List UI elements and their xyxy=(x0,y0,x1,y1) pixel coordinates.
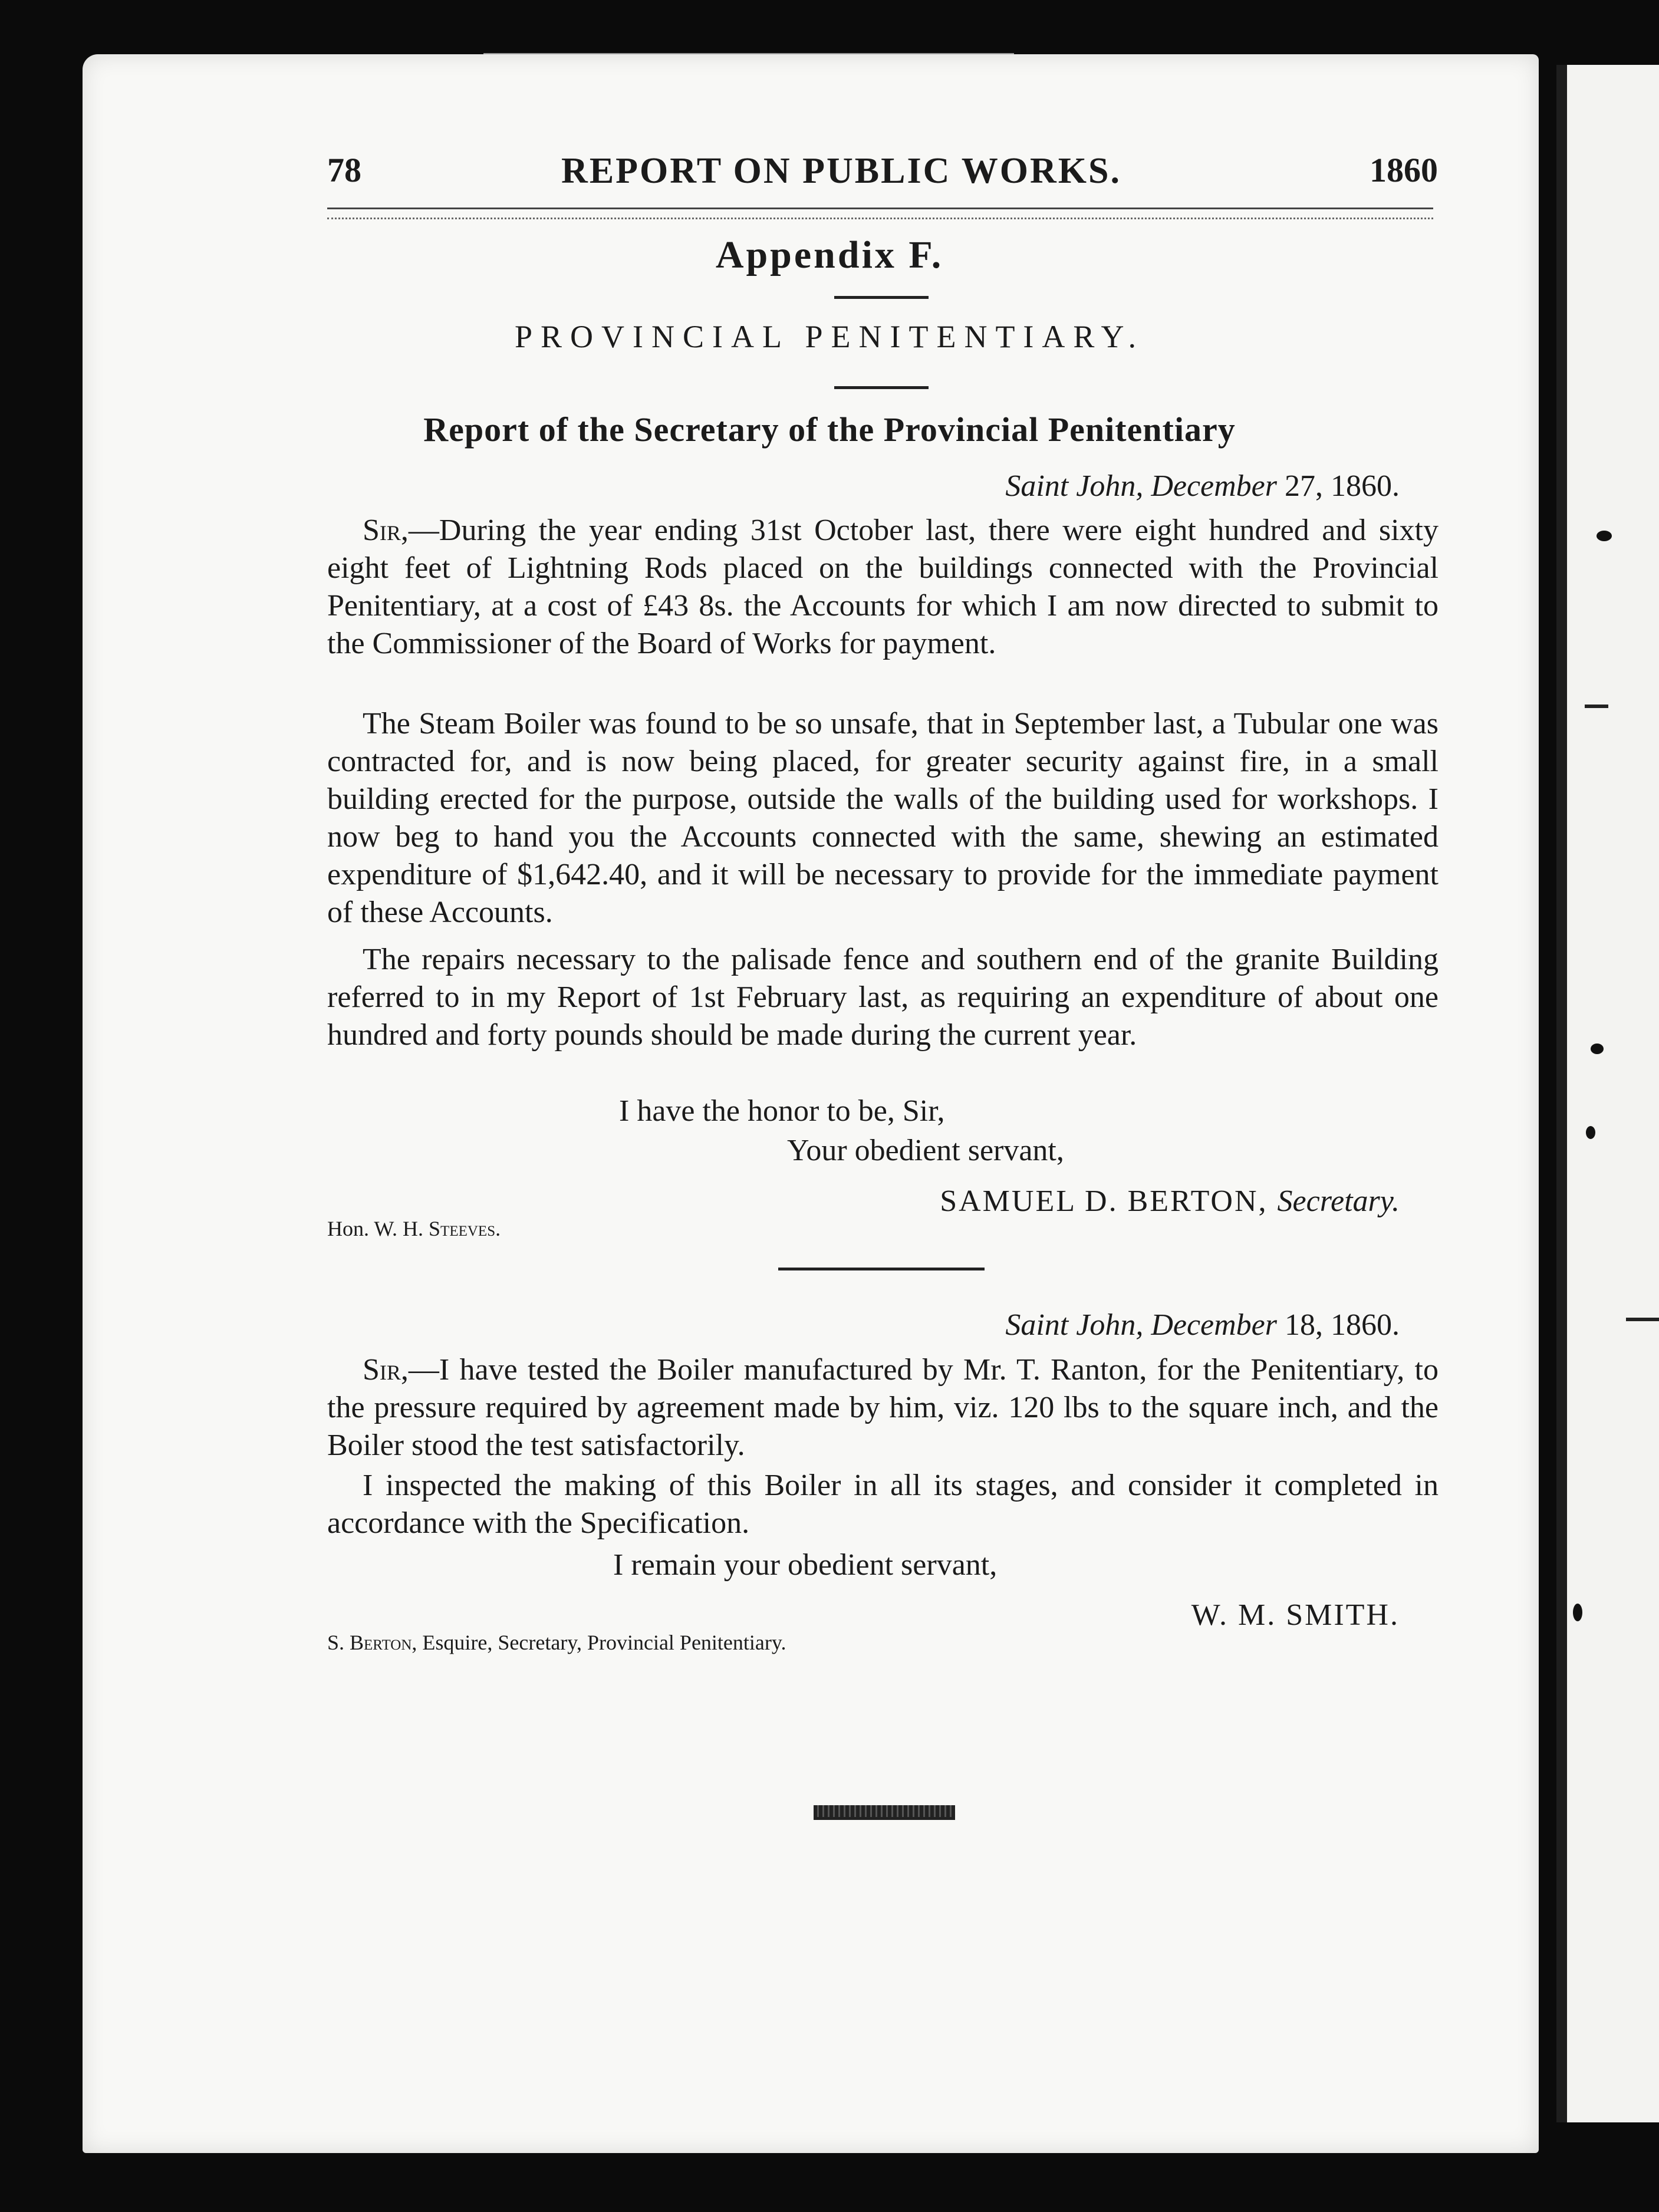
letter2-salutation: Sir, xyxy=(363,1353,409,1387)
separator-rule xyxy=(778,1268,985,1270)
letter1-paragraph-text: —During the year ending 31st October last, there were eight hundred and sixty eight feet of Lightning Rods placed on the buildings connected with the Provincial Penitentiary, at a cost of £43 8s. the Accounts for which I am now directed to submit to the Commissioner of the Board of Works for payment. xyxy=(327,514,1439,660)
letter1-addressee xyxy=(327,1216,501,1241)
ink-blot xyxy=(1586,1126,1595,1139)
letter1-paragraph: The repairs necessary to the palisade fence and southern end of the granite Building referred to in my Report of 1st February last, as requiring an expenditure of about one hundred and forty pounds should be made during the current year. xyxy=(327,943,1439,1052)
letter1-salutation: Sir, xyxy=(363,514,409,547)
section-title: PROVINCIAL PENITENTIARY. xyxy=(514,319,1144,354)
letter1-dateline-place: Saint John, December xyxy=(1005,469,1277,503)
page-number: 78 xyxy=(327,151,361,189)
letter1-paragraph: The Steam Boiler was found to be so unsafe, that in September last, a Tubular one was contracted for, and is now being placed, for greater security against fire, in a small building erected for the purpose, outside the walls of the building used for workshops. I now beg to hand you the Accounts connected with the same, shewing an estimated expenditure of $1,642.40, and it will be necessary to provide for the immediate payment of these Accounts. xyxy=(327,707,1439,929)
appendix-title: Appendix F. xyxy=(715,233,944,276)
letter2-paragraph: I inspected the making of this Boiler in all its stages, and consider it completed in accordance with the Specification. xyxy=(327,1469,1439,1540)
letter1-paragraph xyxy=(327,512,1439,663)
ornament-rule xyxy=(834,386,929,389)
header-rule xyxy=(327,208,1433,219)
ornament-rule xyxy=(834,296,929,299)
header-year: 1860 xyxy=(1370,151,1438,189)
letter1-addressee-prefix: Hon. W. H. xyxy=(327,1217,424,1240)
report-title: Report of the Secretary of the Provincial Penitentiary xyxy=(423,410,1236,449)
end-ornament-rule xyxy=(814,1805,955,1820)
letter2-addressee xyxy=(327,1630,786,1655)
letter1-dateline-date: 27, 1860. xyxy=(1285,469,1400,503)
letter2-signature: W. M. SMITH. xyxy=(1191,1598,1400,1632)
letter2-paragraph xyxy=(327,1351,1439,1464)
letter2-dateline-date: 18, 1860. xyxy=(1285,1308,1400,1342)
ink-dash xyxy=(1626,1318,1659,1321)
running-header xyxy=(245,150,1438,198)
letter2-closing-line: I remain your obedient servant, xyxy=(613,1548,998,1582)
adjacent-page-strip xyxy=(1556,65,1659,2122)
letter1-closing-line2: Your obedient servant, xyxy=(787,1134,1064,1167)
letter1-signature xyxy=(940,1184,1400,1219)
letter2-dateline-place: Saint John, December xyxy=(1005,1308,1277,1342)
letter1-signature-title: Secretary. xyxy=(1277,1184,1400,1218)
letter2-addressee-name: S. Berton, xyxy=(327,1631,417,1654)
letter1-signature-name: SAMUEL D. BERTON, xyxy=(940,1184,1268,1218)
running-title: REPORT ON PUBLIC WORKS. xyxy=(561,151,1121,191)
letter1-addressee-name: Steeves. xyxy=(429,1217,501,1240)
ink-blot xyxy=(1573,1604,1582,1621)
ink-blot xyxy=(1597,531,1612,541)
ink-dash xyxy=(1585,705,1608,708)
letter1-dateline xyxy=(1005,469,1400,503)
letter2-dateline xyxy=(1005,1308,1400,1342)
letter2-paragraph-text: —I have tested the Boiler manufactured by Mr. T. Ranton, for the Penitentiary, to the pressure required by agreement made by him, viz. 120 lbs to the square inch, and the Boiler stood the test satisfactorily. xyxy=(327,1353,1439,1462)
letter2-addressee-rest: Esquire, Secretary, Provincial Penitentiary. xyxy=(422,1631,786,1654)
ink-blot xyxy=(1591,1044,1604,1054)
letter1-closing-line1: I have the honor to be, Sir, xyxy=(619,1094,945,1128)
